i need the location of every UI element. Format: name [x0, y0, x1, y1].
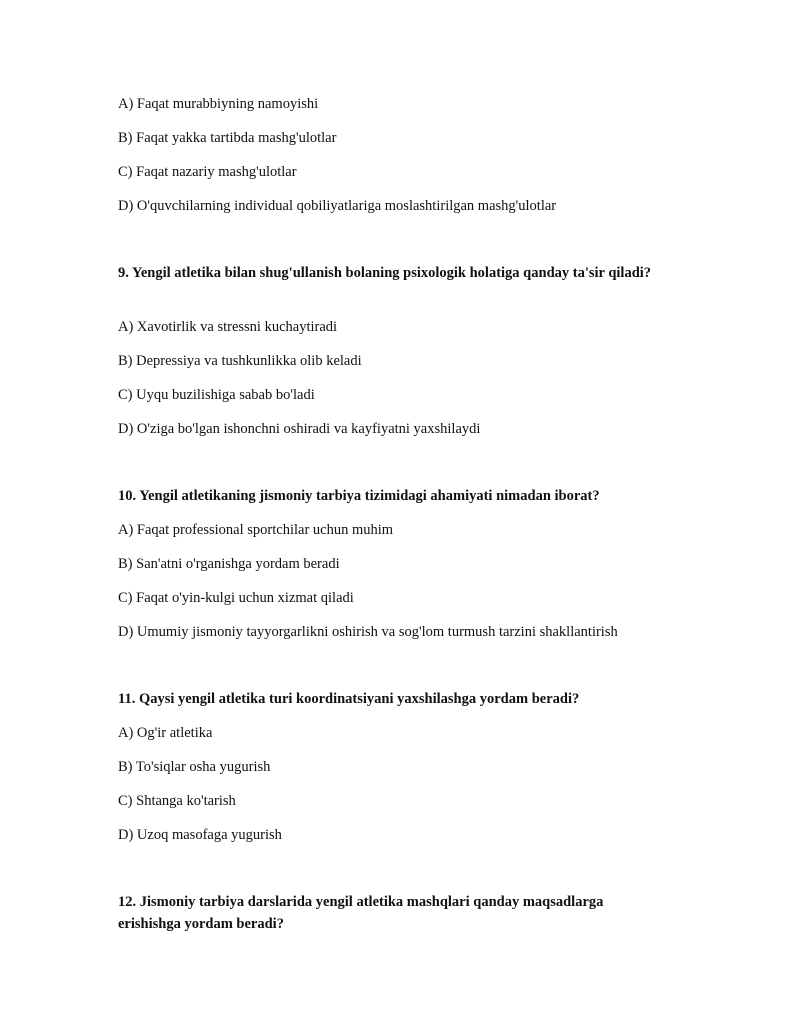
question-9-option-c: C) Uyqu buzilishiga sabab bo'ladi — [118, 387, 315, 403]
question-10-option-d: D) Umumiy jismoniy tayyorgarlikni oshirish va sog'lom turmush tarzini shakllantirish — [118, 624, 618, 640]
question-11-option-c: C) Shtanga ko'tarish — [118, 793, 236, 809]
option-prev-b: B) Faqat yakka tartibda mashg'ulotlar — [118, 130, 337, 146]
option-prev-a: A) Faqat murabbiyning namoyishi — [118, 96, 319, 112]
question-9-option-d: D) O'ziga bo'lgan ishonchni oshiradi va kayfiyatni yaxshilaydi — [118, 421, 481, 437]
option-prev-c: C) Faqat nazariy mashg'ulotlar — [118, 164, 297, 180]
question-11: 11. Qaysi yengil atletika turi koordinatsiyani yaxshilashga yordam beradi? — [118, 691, 580, 707]
question-10-option-a: A) Faqat professional sportchilar uchun muhim — [118, 522, 394, 538]
question-9: 9. Yengil atletika bilan shug'ullanish bolaning psixologik holatiga qanday ta'sir qiladi? — [118, 265, 652, 281]
question-11-option-a: A) Og'ir atletika — [118, 725, 213, 741]
question-10: 10. Yengil atletikaning jismoniy tarbiya tizimidagi ahamiyati nimadan iborat? — [118, 488, 600, 504]
option-prev-d: D) O'quvchilarning individual qobiliyatlariga moslashtirilgan mashg'ulotlar — [118, 198, 557, 214]
question-10-option-c: C) Faqat o'yin-kulgi uchun xizmat qiladi — [118, 590, 354, 606]
question-11-option-b: B) To'siqlar osha yugurish — [118, 759, 271, 775]
question-10-option-b: B) San'atni o'rganishga yordam beradi — [118, 556, 340, 572]
question-9-option-b: B) Depressiya va tushkunlikka olib keladi — [118, 353, 362, 369]
question-12: 12. Jismoniy tarbiya darslarida yengil atletika mashqlari qanday maqsadlarga erishishga yordam beradi? — [118, 894, 604, 932]
question-9-option-a: A) Xavotirlik va stressni kuchaytiradi — [118, 319, 338, 335]
question-11-option-d: D) Uzoq masofaga yugurish — [118, 827, 282, 843]
